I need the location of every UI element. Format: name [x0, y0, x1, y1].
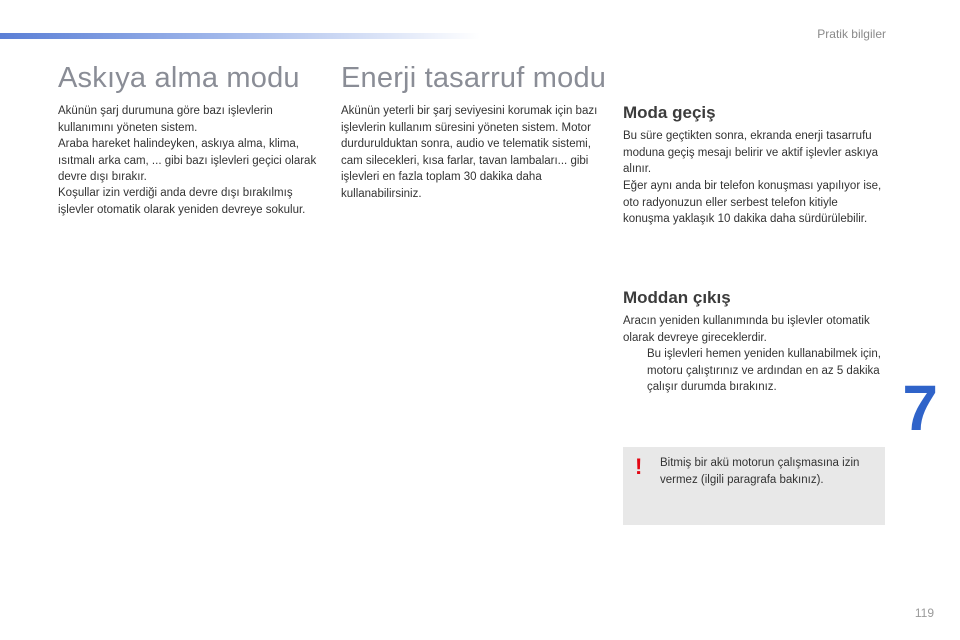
mode-exit-bullet	[623, 346, 885, 396]
mode-switch-paragraph-1: Bu süre geçtikten sonra, ekranda enerji tasarrufu moduna geçiş mesajı belirir ve aktif işlevler askıya alınır.	[623, 130, 879, 176]
header-accent-bar	[0, 33, 480, 39]
title-suspend-mode: Askıya alma modu	[58, 62, 300, 94]
mode-switch-paragraph-2: Eğer aynı anda bir telefon konuşması yapılıyor ise, oto radyonuzun eller serbest telefon kitiyle konuşma yaklaşık 10 dakika daha sürdürülebilir.	[623, 180, 882, 226]
warning-exclamation-icon: !	[635, 454, 643, 479]
heading-mode-switch: Moda geçiş	[623, 103, 716, 122]
chapter-number: 7	[902, 372, 938, 444]
warning-text: Bitmiş bir akü motorun çalışmasına izin vermez (ilgili paragrafa bakınız).	[660, 457, 860, 486]
page-number: 119	[914, 606, 934, 620]
section-header-label: Pratik bilgiler	[817, 27, 886, 41]
suspend-paragraph-3: Koşullar izin verdiği anda devre dışı bırakılmış işlevler otomatik olarak yeniden devreye sokulur.	[58, 187, 306, 216]
mode-exit-paragraph: Aracın yeniden kullanımında bu işlevler otomatik olarak devreye gireceklerdir.	[623, 315, 870, 344]
title-energy-saving-mode: Enerji tasarruf modu	[341, 62, 607, 94]
energy-saving-paragraph: Akünün yeterli bir şarj seviyesini korumak için bazı işlevlerin kullanım süresini yöneten sistem. Motor durdurulduktan sonra, audio ve telematik sistemi, cam silecekleri, kısa farlar, tavan lambaları... gibi işlevleri en fazla toplam 30 dakika daha kullanabilirsiniz.	[341, 105, 598, 200]
suspend-paragraph-1: Akünün şarj durumuna göre bazı işlevlerin kullanımını yöneten sistem.	[58, 105, 273, 134]
heading-mode-exit: Moddan çıkış	[623, 288, 731, 307]
suspend-paragraph-2: Araba hareket halindeyken, askıya alma, klima, ısıtmalı arka cam, ... gibi bazı işlevleri geçici olarak devre dışı bırakır.	[58, 138, 317, 184]
warning-box	[623, 447, 885, 525]
mode-exit-bullet-text: Bu işlevleri hemen yeniden kullanabilmek için, motoru çalıştırınız ve ardından en az 5 dakika çalışır durumda bırakınız.	[647, 348, 881, 394]
